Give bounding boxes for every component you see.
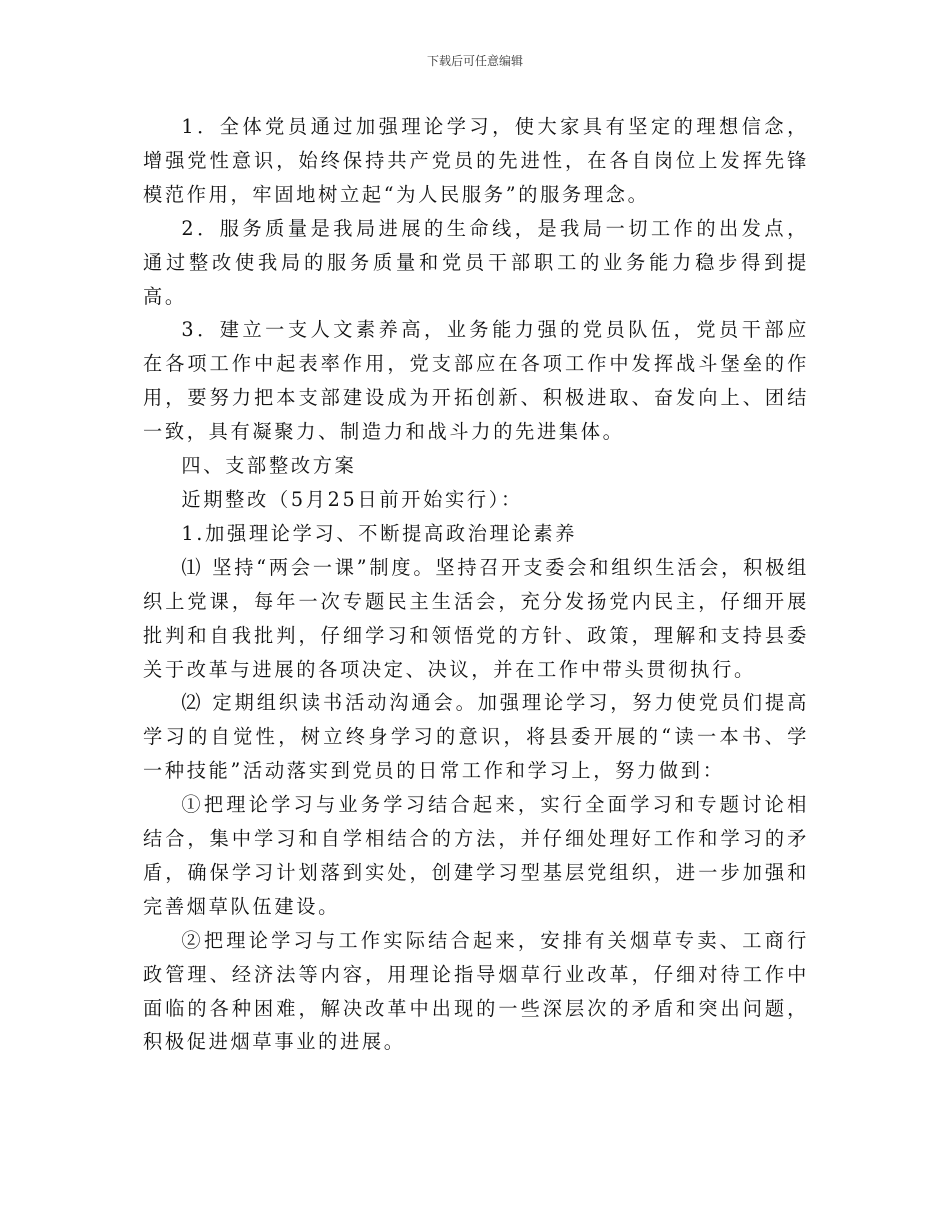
document-body [143,110,809,1059]
goal-paragraph-3: 3．建立一支人文素养高，业务能力强的党员队伍，党员干部应在各项工作中起表率作用，党支部应在各项工作中发挥战斗堡垒的作用，要努力把本支部建设成为开拓创新、积极进取、奋发向上、团结一致，具有凝聚力、制造力和战斗力的先进集体。 [143,318,809,444]
subsection-heading: 近期整改（5月25日前开始实行）： [181,487,523,511]
item-paragraph-1: ⑴ 坚持“两会一课”制度。坚持召开支委会和组织生活会，积极组织上党课，每年一次专题民主生活会，充分发扬党内民主，仔细开展批判和自我批判，仔细学习和领悟党的方针、政策，理解和支持县委关于改革与进展的各项决定、决议，并在工作中带头贯彻执行。 [143,555,809,681]
goal-paragraph-1: 1．全体党员通过加强理论学习，使大家具有坚定的理想信念，增强党性意识，始终保持共产党员的先进性，在各自岗位上发挥先锋模范作用，牢固地树立起“为人民服务”的服务理念。 [143,115,809,206]
section-heading: 四、支部整改方案 [181,454,357,478]
item-heading: 1.加强理论学习、不断提高政治理论素养 [181,521,578,545]
item-paragraph-2: ⑵ 定期组织读书活动沟通会。加强理论学习，努力使党员们提高学习的自觉性，树立终身学习的意识，将县委开展的“读一本书、学一种技能”活动落实到党员的日常工作和学习上，努力做到： [143,691,809,783]
page-header: 下载后可任意编辑 [426,54,523,68]
sub-item-paragraph-2: ②把理论学习与工作实际结合起来，安排有关烟草专卖、工商行政管理、经济法等内容，用理论指导烟草行业改革，仔细对待工作中面临的各种困难，解决改革中出现的一些深层次的矛盾和突出问题，积极促进烟草事业的进展。 [143,928,809,1054]
sub-item-paragraph-1: ①把理论学习与业务学习结合起来，实行全面学习和专题讨论相结合，集中学习和自学相结合的方法，并仔细处理好工作和学习的矛盾，确保学习计划落到实处，创建学习型基层党组织，进一步加强和完善烟草队伍建设。 [143,793,809,918]
goal-paragraph-2: 2．服务质量是我局进展的生命线，是我局一切工作的出发点，通过整改使我局的服务质量和党员干部职工的业务能力稳步得到提高。 [143,216,809,308]
